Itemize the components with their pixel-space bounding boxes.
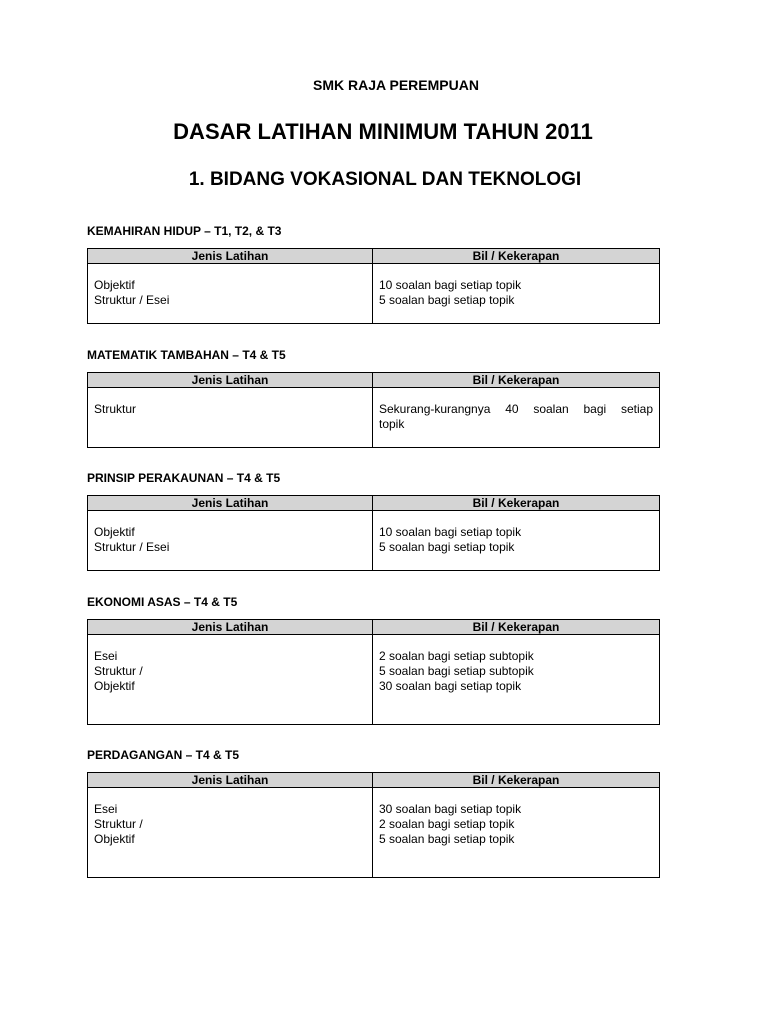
table-row: [88, 511, 660, 571]
subject-block-kemahiran-hidup: [87, 222, 660, 324]
subject-block-perdagangan: [87, 746, 660, 878]
column-header-jenis-latihan: Jenis Latihan: [88, 373, 373, 388]
cell-line: Esei: [94, 649, 118, 663]
cell-line: 5 soalan bagi setiap subtopik: [379, 664, 534, 678]
bil-kekerapan-cell: [373, 511, 660, 571]
cell-line: topik: [379, 417, 405, 431]
cell-line: 5 soalan bagi setiap topik: [379, 293, 515, 307]
cell-line: 30 soalan bagi setiap topik: [379, 679, 522, 693]
cell-line: 2 soalan bagi setiap topik: [379, 817, 515, 831]
subject-block-ekonomi-asas: [87, 593, 660, 725]
column-header-bil-kekerapan: Bil / Kekerapan: [373, 249, 660, 264]
table-header-row: [88, 496, 660, 511]
bil-kekerapan-cell: [373, 635, 660, 725]
subject-table: [87, 495, 660, 571]
subject-heading: PERDAGANGAN – T4 & T5: [87, 748, 240, 762]
column-header-jenis-latihan: Jenis Latihan: [88, 496, 373, 511]
cell-line: Objektif: [94, 679, 135, 693]
column-header-jenis-latihan: Jenis Latihan: [88, 620, 373, 635]
table-row: [88, 388, 660, 448]
cell-line: Objektif: [94, 278, 135, 292]
table-header-row: [88, 373, 660, 388]
jenis-latihan-cell: [88, 264, 373, 324]
document-title: DASAR LATIHAN MINIMUM TAHUN 2011: [173, 119, 593, 144]
cell-line: Struktur /: [94, 817, 143, 831]
table-row: [88, 788, 660, 878]
jenis-latihan-cell: [88, 635, 373, 725]
cell-line: 30 soalan bagi setiap topik: [379, 802, 522, 816]
cell-line: Sekurang-kurangnya 40 soalan bagi setiap: [379, 402, 653, 416]
section-heading: 1. BIDANG VOKASIONAL DAN TEKNOLOGI: [188, 169, 582, 190]
subject-table: [87, 372, 660, 448]
bil-kekerapan-cell: [373, 388, 660, 448]
cell-line: Struktur /: [94, 664, 143, 678]
cell-line: 5 soalan bagi setiap topik: [379, 540, 515, 554]
cell-line: 10 soalan bagi setiap topik: [379, 278, 522, 292]
table-row: [88, 264, 660, 324]
column-header-jenis-latihan: Jenis Latihan: [88, 249, 373, 264]
column-header-bil-kekerapan: Bil / Kekerapan: [373, 620, 660, 635]
table-header-row: [88, 773, 660, 788]
subject-heading: EKONOMI ASAS – T4 & T5: [87, 595, 238, 609]
cell-line: Esei: [94, 802, 118, 816]
bil-kekerapan-cell: [373, 264, 660, 324]
jenis-latihan-cell: [88, 788, 373, 878]
cell-line: Struktur / Esei: [94, 540, 170, 554]
subject-table: [87, 248, 660, 324]
column-header-jenis-latihan: Jenis Latihan: [88, 773, 373, 788]
cell-line: 5 soalan bagi setiap topik: [379, 832, 515, 846]
table-row: [88, 635, 660, 725]
jenis-latihan-cell: [88, 388, 373, 448]
jenis-latihan-cell: [88, 511, 373, 571]
cell-line: Struktur: [94, 402, 137, 416]
subject-table: [87, 772, 660, 878]
cell-line: 2 soalan bagi setiap subtopik: [379, 649, 534, 663]
column-header-bil-kekerapan: Bil / Kekerapan: [373, 773, 660, 788]
bil-kekerapan-cell: [373, 788, 660, 878]
cell-line: Objektif: [94, 525, 135, 539]
table-header-row: [88, 620, 660, 635]
column-header-bil-kekerapan: Bil / Kekerapan: [373, 496, 660, 511]
table-header-row: [88, 249, 660, 264]
subject-block-matematik-tambahan: [87, 346, 660, 448]
subject-block-prinsip-perakaunan: [87, 469, 660, 571]
cell-line: Struktur / Esei: [94, 293, 170, 307]
subject-heading: MATEMATIK TAMBAHAN – T4 & T5: [87, 348, 286, 362]
subject-table: [87, 619, 660, 725]
cell-line: 10 soalan bagi setiap topik: [379, 525, 522, 539]
column-header-bil-kekerapan: Bil / Kekerapan: [373, 373, 660, 388]
cell-line: Objektif: [94, 832, 135, 846]
school-name: SMK RAJA PEREMPUAN: [313, 77, 479, 93]
subject-heading: KEMAHIRAN HIDUP – T1, T2, & T3: [87, 224, 282, 238]
subject-heading: PRINSIP PERAKAUNAN – T4 & T5: [87, 471, 281, 485]
